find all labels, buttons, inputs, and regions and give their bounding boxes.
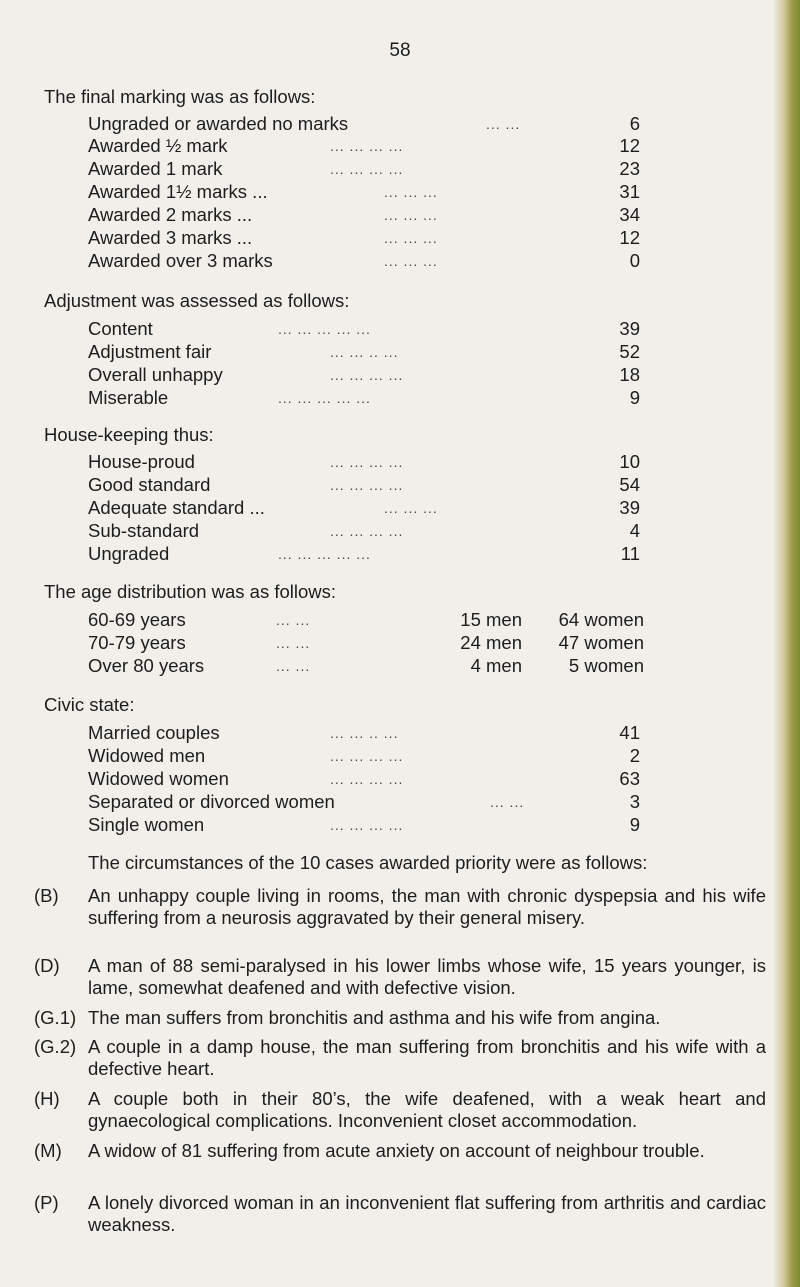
row-value: 52: [619, 341, 640, 362]
row-value: 3: [629, 791, 640, 812]
row-label: Widowed women: [88, 768, 229, 789]
case-text: A couple in a damp house, the man suffering from bronchitis and his wife with a defective heart.: [88, 1036, 766, 1079]
case-code: (B): [34, 885, 59, 906]
row-label: Separated or divorced women: [88, 791, 335, 812]
row-label: Awarded over 3 marks: [88, 250, 273, 271]
women-count: 5 women: [568, 655, 644, 676]
row-leader: ... ...: [276, 635, 311, 651]
row-value: 2: [629, 745, 640, 766]
row-value: 23: [619, 158, 640, 179]
case-code: (D): [34, 955, 60, 976]
case-text: The man suffers from bronchitis and asthma and his wife from angina.: [88, 1007, 661, 1028]
row-leader: ... ... ... ...: [330, 367, 404, 383]
row-label: Awarded 2 marks ...: [88, 204, 253, 225]
men-count: 24 men: [460, 632, 522, 653]
case-text: A man of 88 semi-paralysed in his lower limbs whose wife, 15 years younger, is lame, somewhat deafened and with defective vision.: [88, 955, 766, 998]
case-text: A widow of 81 suffering from acute anxiety on account of neighbour trouble.: [88, 1140, 705, 1161]
row-leader: ... ... ...: [384, 500, 438, 516]
row-label: Ungraded: [88, 543, 170, 564]
men-count: 15 men: [460, 609, 522, 630]
row-leader: ... ... ... ...: [330, 161, 404, 177]
case-code: (G.1): [34, 1007, 77, 1028]
row-label: Content: [88, 318, 153, 339]
row-value: 31: [619, 181, 640, 202]
row-label: Awarded 3 marks ...: [88, 227, 253, 248]
row-leader: ... ...: [276, 658, 311, 674]
age-distribution-heading: The age distribution was as follows:: [44, 581, 337, 602]
row-value: 12: [619, 135, 640, 156]
row-label: Awarded ½ mark: [88, 135, 228, 156]
row-leader: ... ... ...: [384, 207, 438, 223]
row-leader: ... ...: [490, 794, 525, 810]
row-value: 0: [629, 250, 640, 271]
case-text: An unhappy couple living in rooms, the man with chronic dyspepsia and his wife suffering from a neurosis aggravated by their general misery.: [88, 885, 766, 928]
row-label: Married couples: [88, 722, 220, 743]
row-label: Ungraded or awarded no marks: [88, 113, 349, 134]
row-leader: ... ... ... ... ...: [278, 546, 371, 562]
row-leader: ... ... ...: [384, 253, 438, 269]
row-leader: ... ... ...: [384, 184, 438, 200]
row-value: 39: [619, 497, 640, 518]
row-leader: ... ... ... ...: [330, 454, 404, 470]
row-value: 18: [619, 364, 640, 385]
row-label: 70-79 years: [88, 632, 186, 653]
row-value: 10: [619, 451, 640, 472]
row-value: 39: [619, 318, 640, 339]
row-leader: ... ... ... ...: [330, 748, 404, 764]
row-leader: ... ...: [276, 612, 311, 628]
row-label: Widowed men: [88, 745, 206, 766]
row-value: 41: [619, 722, 640, 743]
case-code: (M): [34, 1140, 62, 1161]
final-marking-heading: The final marking was as follows:: [44, 86, 316, 107]
case-code: (P): [34, 1192, 59, 1213]
row-leader: ... ... ... ...: [330, 523, 404, 539]
men-count: 4 men: [470, 655, 522, 676]
row-leader: ... ... ... ... ...: [278, 390, 371, 406]
case-text: A couple both in their 80’s, the wife deafened, with a weak heart and gynaecological complications. Inconvenient closet accommodation.: [88, 1088, 766, 1131]
row-leader: ... ... ... ...: [330, 817, 404, 833]
row-label: House-proud: [88, 451, 195, 472]
row-label: Over 80 years: [88, 655, 205, 676]
circumstances-heading: The circumstances of the 10 cases awarded priority were as follows:: [88, 852, 648, 873]
row-leader: ... ... .. ...: [330, 344, 399, 360]
row-value: 63: [619, 768, 640, 789]
row-leader: ... ... ... ...: [330, 138, 404, 154]
row-value: 9: [629, 387, 640, 408]
row-leader: ... ... ...: [384, 230, 438, 246]
row-label: Miserable: [88, 387, 169, 408]
row-label: Good standard: [88, 474, 211, 495]
row-leader: ... ... ... ...: [330, 771, 404, 787]
row-label: Awarded 1½ marks ...: [88, 181, 268, 202]
row-value: 34: [619, 204, 640, 225]
housekeeping-heading: House-keeping thus:: [44, 424, 214, 445]
civic-state-heading: Civic state:: [44, 694, 135, 715]
row-label: Overall unhappy: [88, 364, 223, 385]
case-code: (G.2): [34, 1036, 77, 1057]
row-label: 60-69 years: [88, 609, 186, 630]
row-value: 6: [629, 113, 640, 134]
row-value: 9: [629, 814, 640, 835]
row-leader: ... ... ... ...: [330, 477, 404, 493]
row-leader: ... ...: [486, 116, 521, 132]
row-label: Sub-standard: [88, 520, 200, 541]
row-label: Adequate standard ...: [88, 497, 265, 518]
row-value: 54: [619, 474, 640, 495]
women-count: 47 women: [558, 632, 644, 653]
women-count: 64 women: [558, 609, 644, 630]
case-code: (H): [34, 1088, 60, 1109]
row-label: Adjustment fair: [88, 341, 212, 362]
page-number: 58: [389, 40, 411, 61]
row-leader: ... ... .. ...: [330, 725, 399, 741]
row-value: 11: [620, 543, 640, 564]
case-text: A lonely divorced woman in an inconvenient flat suffering from arthritis and cardiac weakness.: [88, 1192, 766, 1235]
row-value: 12: [619, 227, 640, 248]
page-edge: [774, 0, 800, 1287]
row-value: 4: [629, 520, 640, 541]
adjustment-heading: Adjustment was assessed as follows:: [44, 290, 350, 311]
row-label: Awarded 1 mark: [88, 158, 223, 179]
row-leader: ... ... ... ... ...: [278, 321, 371, 337]
row-label: Single women: [88, 814, 205, 835]
